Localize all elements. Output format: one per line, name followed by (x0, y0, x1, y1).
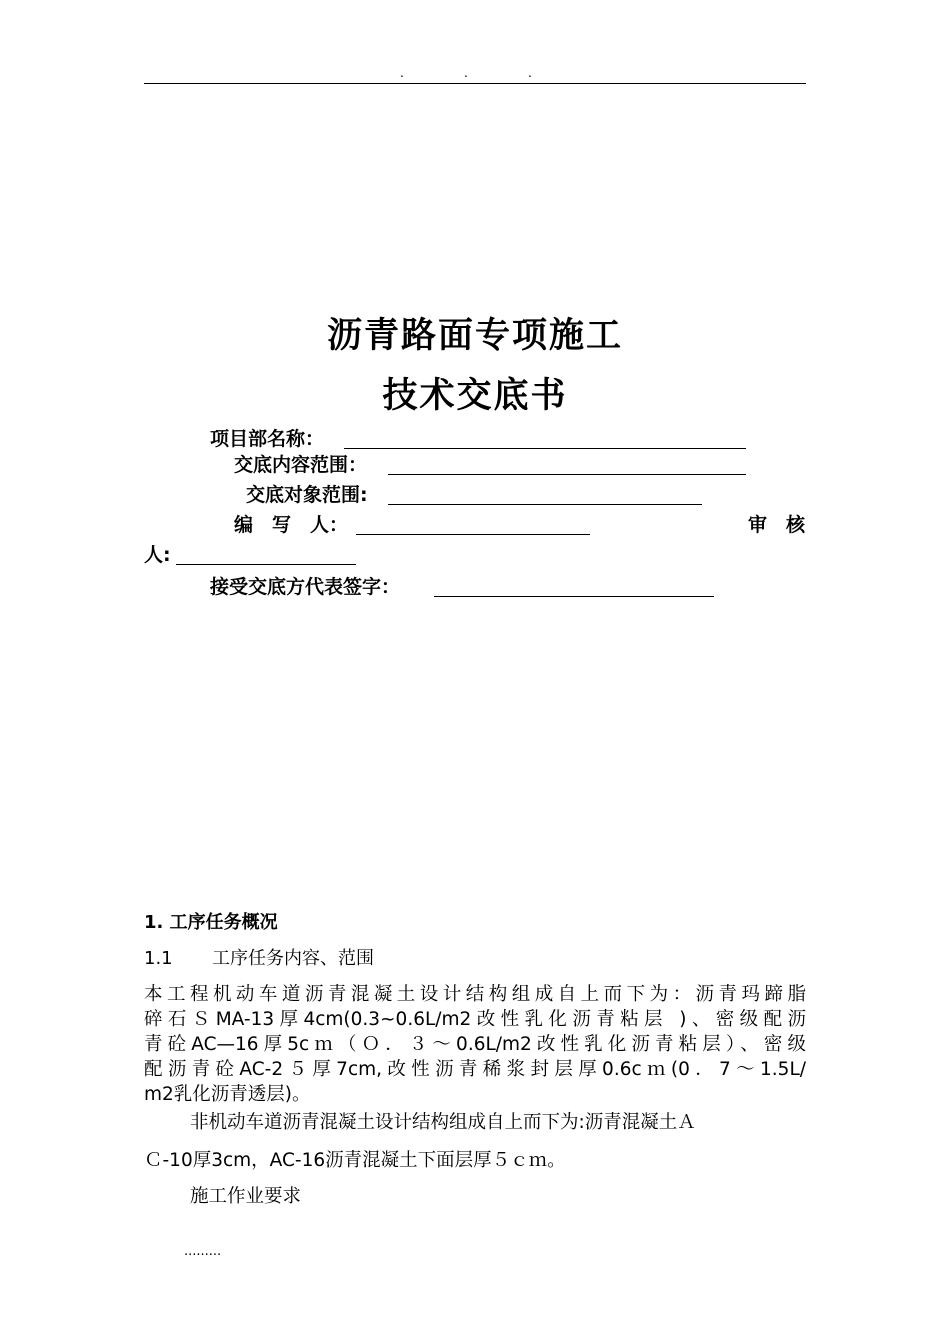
field-writer-label: 编 写 人： (234, 514, 349, 536)
header-dot: . (464, 66, 468, 80)
header-dot: . (528, 66, 532, 80)
field-reviewer-label-b: 人: (144, 544, 171, 566)
subsection-number: 1.1 (144, 948, 173, 969)
field-project-label: 项目部名称： (210, 428, 325, 450)
paragraph2-line2: Ｃ-10厚3cm，AC-16沥青混凝土下面层厚５ｃｍ。 (144, 1150, 566, 1171)
subsection-heading (144, 944, 374, 970)
paragraph-line: 碎石ＳMA-13厚4cm(0.3~0.6L/m2改性乳化沥青粘层 )、密级配沥 (144, 1009, 806, 1030)
paragraph-line: 本工程机动车道沥青混凝土设计结构组成自上而下为：沥青玛蹄脂 (144, 984, 806, 1005)
paragraph-line: 青砼AC—16厚5cｍ（Ｏ．３～0.6L/m2改性乳化沥青粘层）、密级 (144, 1034, 806, 1055)
document-title-line1: 沥青路面专项施工 (326, 316, 623, 356)
section-heading: 1. 工序任务概况 (144, 912, 278, 933)
field-scope-label: 交底内容范围： (234, 454, 368, 476)
header-dots (400, 66, 592, 80)
field-reviewer-a (748, 512, 805, 538)
paragraph-line: m2乳化沥青透层)。 (144, 1084, 311, 1105)
paragraph2-line1: 非机动车道沥青混凝土设计结构组成自上而下为:沥青混凝土Ａ (190, 1112, 696, 1133)
subsection-title: 工序任务内容、范围 (212, 948, 374, 969)
field-target-label: 交底对象范围: (246, 484, 368, 506)
paragraph-line: 配沥青砼AC-2５厚7cm,改性沥青稀浆封层厚0.6cｍ(0．7～1.5L/ (144, 1059, 806, 1080)
field-signer (210, 574, 400, 600)
field-reviewer-b (144, 542, 171, 568)
field-reviewer-label-a: 审 核 (748, 514, 806, 536)
header-rule (144, 83, 806, 84)
field-target (246, 482, 368, 508)
field-signer-label: 接受交底方代表签字： (210, 576, 401, 598)
header-dot: . (400, 66, 404, 80)
field-scope (234, 452, 367, 478)
footer-dots: ......... (184, 1244, 222, 1259)
field-project (210, 426, 324, 452)
next-heading: 施工作业要求 (190, 1186, 302, 1207)
field-writer (234, 512, 348, 538)
document-title-line2: 技术交底书 (382, 376, 568, 416)
